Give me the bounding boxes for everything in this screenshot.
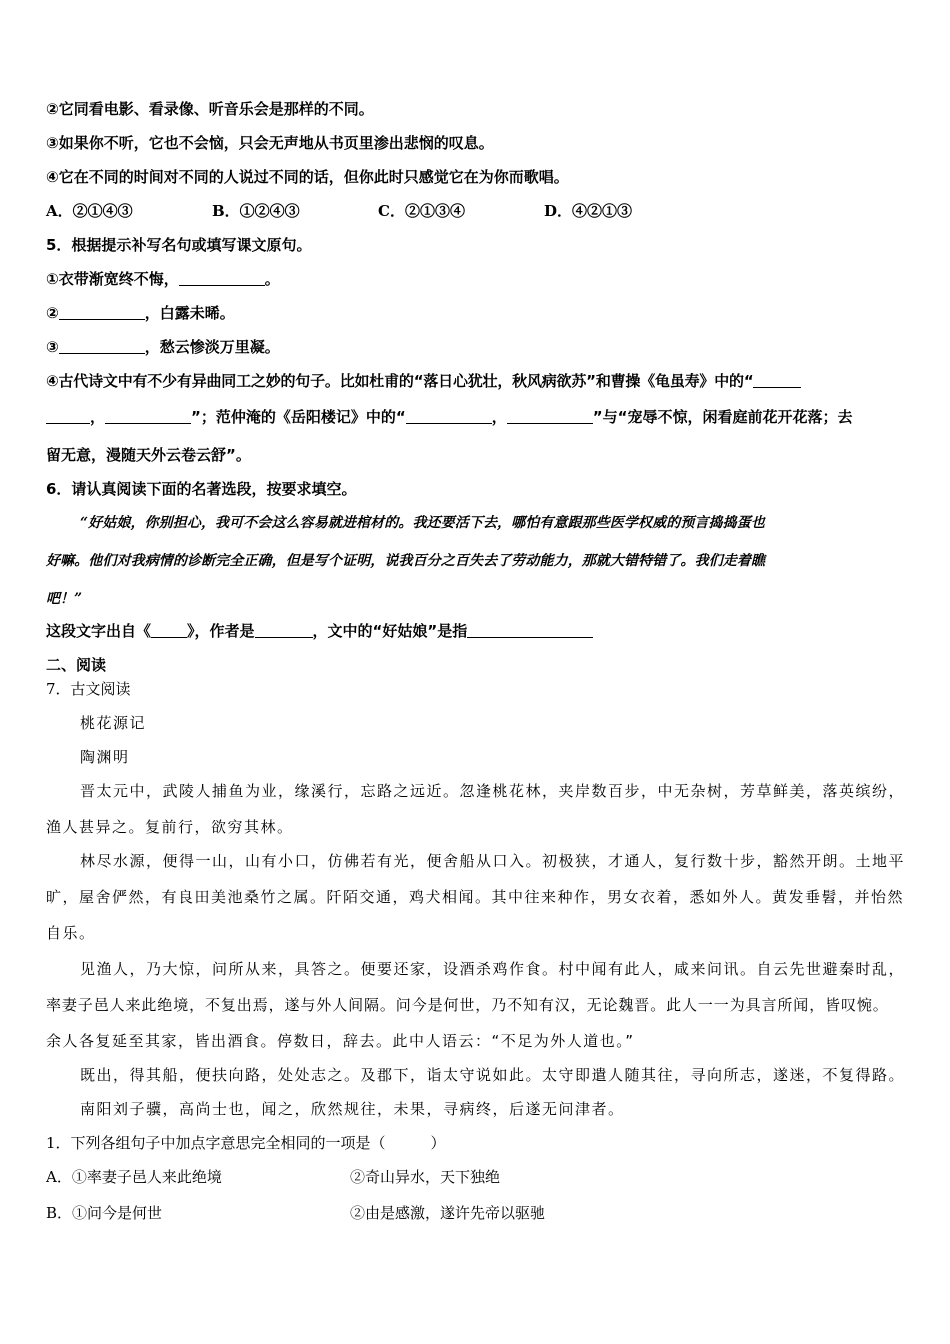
q5-stem: 5．根据提示补写名句或填写课文原句。 (46, 236, 312, 254)
author-blank[interactable] (255, 623, 313, 638)
sub-question-1: 1．下列各组句子中加点字意思完全相同的一项是（ ） (46, 1134, 446, 1152)
answer-blank[interactable] (59, 305, 145, 320)
q4-item-3: ③如果你不听，它也不会恼，只会无声地从书页里渗出悲悯的叹息。 (46, 134, 494, 152)
q5-line-5-end: ”与“宠辱不惊，闲看庭前花开花落；去 (592, 408, 853, 426)
option-b-part-1: B．①问今是何世 (46, 1204, 163, 1222)
answer-blank[interactable] (179, 271, 265, 286)
para-3-line-3: 余人各复延至其家，皆出酒食。停数日，辞去。此中人语云：“不足为外人道也。” (46, 1032, 635, 1050)
option-a[interactable] (46, 1168, 500, 1186)
q5-line-3-num: ③ (46, 338, 59, 356)
text-author: 陶渊明 (80, 748, 130, 766)
answer-blank[interactable] (753, 373, 801, 388)
q5-line-5 (46, 408, 852, 426)
q6-passage-line-2: 好嘛。他们对我病情的诊断完全正确，但是写个证明，说我百分之百失去了劳动能力，那就大错特错了。我们走着瞧 (46, 553, 766, 569)
q5-line-5-sep2: ， (491, 408, 507, 426)
q4-option-d[interactable]: D．④②①③ (544, 202, 633, 220)
answer-blank[interactable] (59, 339, 145, 354)
q5-line-1 (46, 270, 280, 288)
answer-blank[interactable] (105, 409, 191, 424)
para-2-line-2: 旷，屋舍俨然，有良田美池桑竹之属。阡陌交通，鸡犬相闻。其中往来种作，男女衣着，悉如外人。黄发垂髫，并怡然 (46, 888, 905, 906)
option-a-part-2: ②奇山异水，天下独绝 (350, 1168, 501, 1186)
book-title-blank[interactable] (151, 623, 187, 638)
character-blank[interactable] (467, 623, 593, 638)
option-a-part-1: A．①率妻子邑人来此绝境 (46, 1168, 222, 1186)
answer-blank[interactable] (406, 409, 492, 424)
para-3-line-2: 率妻子邑人来此绝境，不复出焉，遂与外人间隔。问今是何世，乃不知有汉，无论魏晋。此人一一为具言所闻，皆叹惋。 (46, 996, 889, 1014)
para-4: 既出，得其船，便扶向路，处处志之。及郡下，诣太守说如此。太守即遣人随其往，寻向所志，遂迷，不复得路。 (80, 1066, 906, 1084)
q5-line-3-text: ，愁云惨淡万里凝。 (144, 338, 280, 356)
q5-line-2-num: ② (46, 304, 59, 322)
q4-option-b[interactable]: B．①②④③ (212, 202, 300, 220)
q6-fill-text-a: 这段文字出自《 (46, 622, 152, 640)
q5-line-2 (46, 304, 235, 322)
q5-line-4-text: ④古代诗文中有不少有异曲同工之妙的句子。比如杜甫的“落日心犹壮，秋风病欲苏”和曹操《龟虽寿》中的“ (46, 372, 754, 390)
q5-line-1-end: 。 (264, 270, 280, 288)
q5-line-5-text: ”；范仲淹的《岳阳楼记》中的“ (191, 408, 406, 426)
answer-blank[interactable] (507, 409, 593, 424)
para-2-line-3: 自乐。 (46, 924, 96, 942)
option-b[interactable] (46, 1204, 545, 1222)
q5-line-2-text: ，白露未晞。 (144, 304, 235, 322)
q4-option-c[interactable]: C．②①③④ (378, 202, 465, 220)
para-1-line-2: 渔人甚异之。复前行，欲穷其林。 (46, 818, 294, 836)
q7-stem: 7．古文阅读 (46, 680, 131, 698)
text-title: 桃花源记 (80, 714, 147, 732)
q4-option-a[interactable]: A．②①④③ (46, 202, 133, 220)
q6-fill-text-b: 》，作者是 (187, 622, 255, 640)
q4-item-2: ②它同看电影、看录像、听音乐会是那样的不同。 (46, 100, 374, 118)
para-2-line-1: 林尽水源，便得一山，山有小口，仿佛若有光，便舍船从口入。初极狭，才通人，复行数十步，豁然开朗。土地平 (80, 852, 906, 870)
q6-stem: 6．请认真阅读下面的名著选段，按要求填空。 (46, 480, 357, 498)
para-1-line-1: 晋太元中，武陵人捕鱼为业，缘溪行，忘路之远近。忽逢桃花林，夹岸数百步，中无杂树，芳草鲜美，落英缤纷， (80, 782, 906, 800)
q6-fill-text-c: ，文中的“好姑娘”是指 (312, 622, 468, 640)
q4-item-4: ④它在不同的时间对不同的人说过不同的话，但你此时只感觉它在为你而歌唱。 (46, 168, 569, 186)
answer-blank[interactable] (46, 409, 90, 424)
q5-line-5-sep: ， (90, 408, 106, 426)
q6-fill (46, 622, 593, 640)
para-3-line-1: 见渔人，乃大惊，问所从来，具答之。便要还家，设酒杀鸡作食。村中闻有此人，咸来问讯。自云先世避秦时乱， (80, 960, 906, 978)
q5-line-1-text: ①衣带渐宽终不悔， (46, 270, 179, 288)
q6-passage-line-1: “好姑娘，你别担心，我可不会这么容易就进棺材的。我还要活下去，哪怕有意跟那些医学权威的预言捣捣蛋也 (80, 515, 765, 531)
q5-line-3 (46, 338, 280, 356)
section-title: 二、阅读 (46, 656, 107, 674)
q5-line-4 (46, 372, 801, 390)
q6-passage-line-3: 吧！” (46, 591, 83, 607)
para-5: 南阳刘子骥，高尚士也，闻之，欣然规往，未果，寻病终，后遂无问津者。 (80, 1100, 625, 1118)
q5-line-6: 留无意，漫随天外云卷云舒”。 (46, 446, 251, 464)
q4-options (46, 202, 632, 220)
option-b-part-2: ②由是感激，遂许先帝以驱驰 (350, 1204, 546, 1222)
